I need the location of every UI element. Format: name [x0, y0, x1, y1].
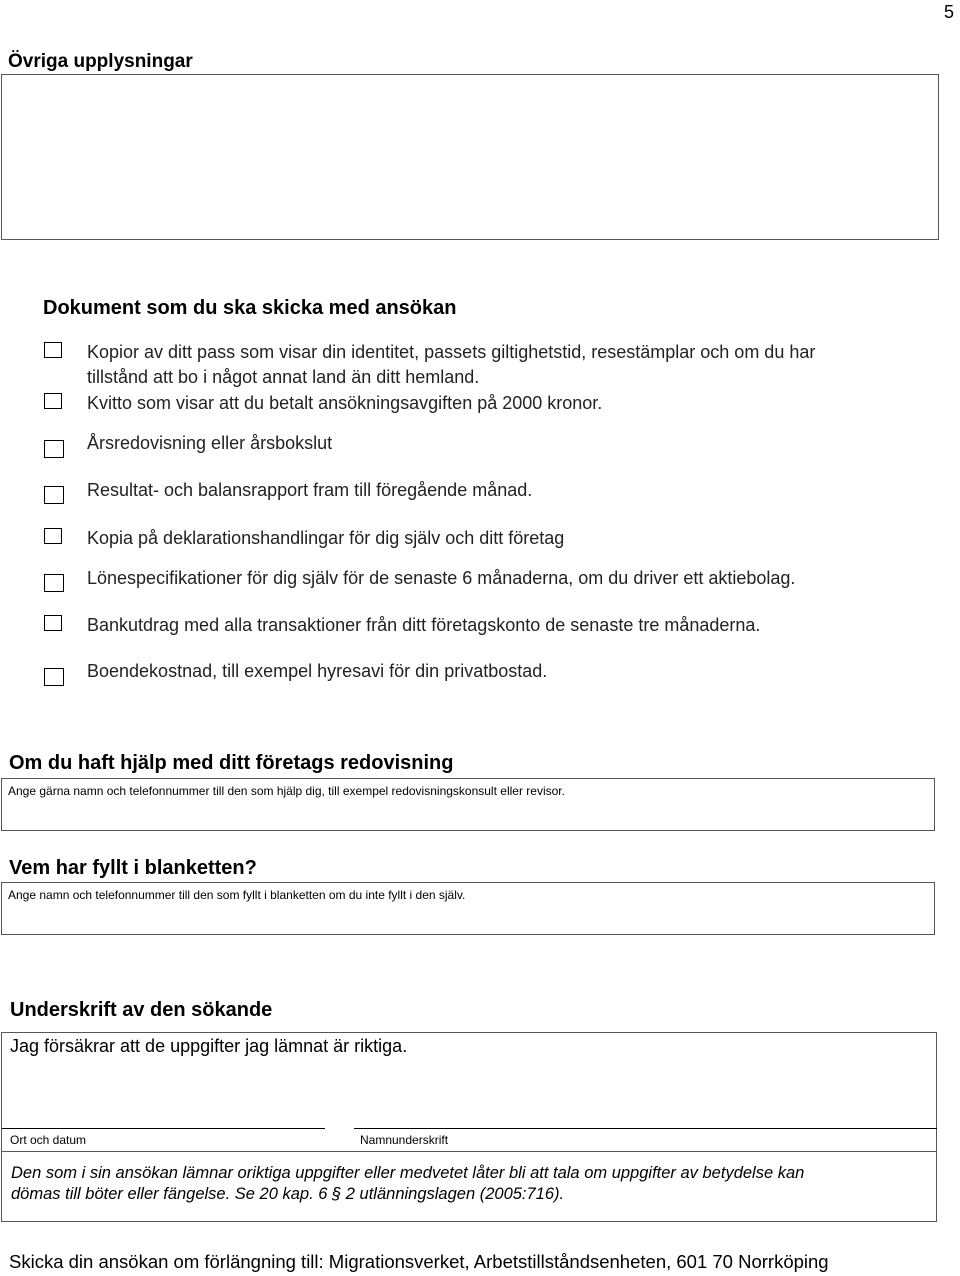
item-payslips: Lönespecifikationer för dig själv för de senaste 6 månaderna, om du driver ett aktiebolag.: [87, 568, 796, 588]
page-number: 5: [943, 2, 954, 22]
place-date-label: Ort och datum: [10, 1133, 87, 1147]
item-tax-documents: Kopia på deklarationshandlingar för dig själv och ditt företag: [87, 528, 565, 548]
accounting-help-heading: Om du haft hjälp med ditt företags redovisning: [9, 752, 454, 774]
other-info-heading: Övriga upplysningar: [8, 51, 193, 72]
signature-divider: [2, 1151, 936, 1152]
checkbox-fee-receipt[interactable]: [44, 393, 62, 409]
item-passport-copies-line1: Kopior av ditt pass som visar din identitet, passets giltighetstid, resestämplar och om du har: [87, 342, 816, 362]
item-balance-report: Resultat- och balansrapport fram till föregående månad.: [87, 480, 533, 500]
documents-heading: Dokument som du ska skicka med ansökan: [43, 297, 457, 319]
item-housing-cost: Boendekostnad, till exempel hyresavi för din privatbostad.: [87, 661, 548, 681]
checkbox-annual-report[interactable]: [44, 440, 64, 458]
send-to-address: Skicka din ansökan om förlängning till: Migrationsverket, Arbetstillståndsenheten, 601 70 Norrköping: [9, 1251, 829, 1272]
other-info-field[interactable]: [1, 74, 939, 240]
declaration-text: Jag försäkrar att de uppgifter jag lämnat är riktiga.: [10, 1036, 408, 1056]
filled-by-hint: Ange namn och telefonnummer till den som fyllt i blanketten om du inte fyllt i den själv.: [8, 888, 466, 902]
accounting-help-hint: Ange gärna namn och telefonnummer till den som hjälp dig, till exempel redovisningskonsult eller revisor.: [8, 784, 565, 798]
warning-line-1: Den som i sin ansökan lämnar oriktiga uppgifter eller medvetet låter bli att tala om uppgifter av betydelse kan: [11, 1164, 805, 1182]
name-signature-label: Namnunderskrift: [360, 1133, 449, 1147]
place-date-line[interactable]: [2, 1128, 325, 1129]
signature-heading: Underskrift av den sökande: [10, 999, 273, 1021]
checkbox-tax-documents[interactable]: [44, 528, 62, 544]
signature-box: [1, 1032, 937, 1222]
checkbox-balance-report[interactable]: [44, 486, 64, 504]
warning-line-2: dömas till böter eller fängelse. Se 20 kap. 6 § 2 utlänningslagen (2005:716).: [11, 1185, 565, 1203]
item-bank-statements: Bankutdrag med alla transaktioner från ditt företagskonto de senaste tre månaderna.: [87, 615, 761, 635]
checkbox-housing-cost[interactable]: [44, 668, 64, 686]
checkbox-payslips[interactable]: [44, 574, 64, 592]
item-fee-receipt: Kvitto som visar att du betalt ansökningsavgiften på 2000 kronor.: [87, 393, 603, 413]
filled-by-field[interactable]: [1, 882, 935, 935]
accounting-help-field[interactable]: [1, 778, 935, 831]
checkbox-bank-statements[interactable]: [44, 615, 62, 631]
item-annual-report: Årsredovisning eller årsbokslut: [87, 433, 333, 453]
item-passport-copies-line2: tillstånd att bo i något annat land än ditt hemland.: [87, 367, 480, 387]
filled-by-heading: Vem har fyllt i blanketten?: [9, 857, 257, 879]
checkbox-passport-copies[interactable]: [44, 342, 62, 358]
name-signature-line[interactable]: [354, 1128, 937, 1129]
